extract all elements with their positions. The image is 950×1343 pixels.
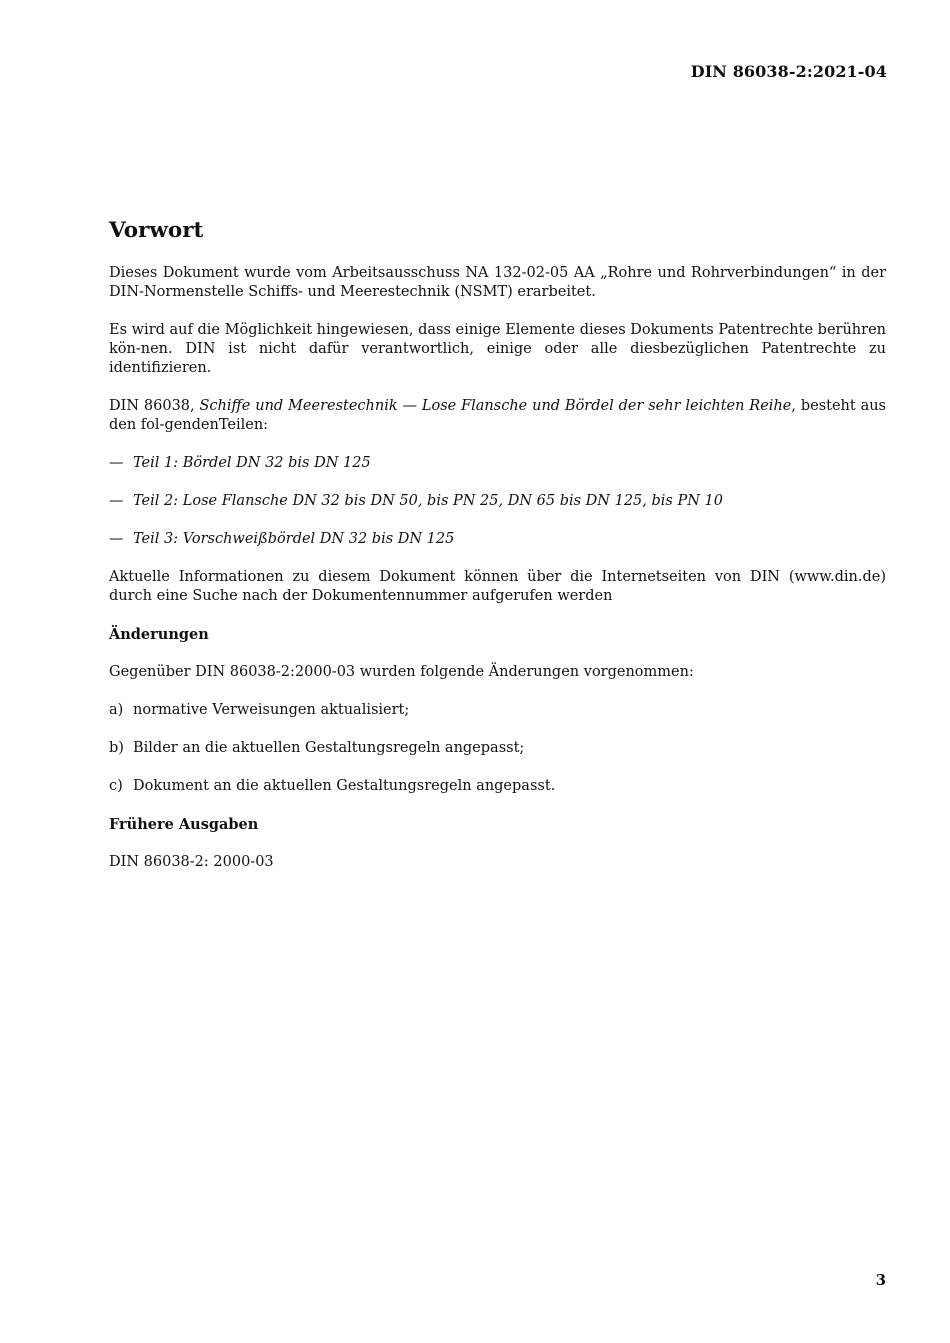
change-text: Dokument an die aktuellen Gestaltungsregeln angepasst.: [133, 778, 556, 794]
paragraph-committee: Dieses Dokument wurde vom Arbeitsausschuss NA 132-02-05 AA „Rohre und Rohrverbindungen“ in der DIN-Normenstelle Schiffs- und Meerestechnik (NSMT) erarbeitet.: [109, 265, 886, 300]
dash-marker: —: [109, 493, 124, 509]
page-title: Vorwort: [109, 218, 204, 243]
list-item: [109, 701, 886, 720]
list-item: [109, 739, 886, 758]
list-item: [109, 777, 886, 796]
paragraph-series-parts: [109, 397, 886, 435]
list-item: [109, 454, 886, 473]
change-text: Bilder an die aktuellen Gestaltungsregeln angepasst;: [133, 740, 525, 756]
list-item: [109, 492, 886, 511]
alpha-marker: c): [109, 778, 123, 794]
alpha-marker: a): [109, 702, 124, 718]
dash-marker: —: [109, 531, 124, 547]
paragraph-patent-notice: Es wird auf die Möglichkeit hingewiesen, dass einige Elemente dieses Dokuments Patentrechte berühren kön-nen. DIN ist nicht dafür verantwortlich, einige oder alle diesbezüglichen Patentrechte zu identifizieren.: [109, 322, 886, 376]
change-text: normative Verweisungen aktualisiert;: [133, 702, 410, 718]
part-title: Teil 2: Lose Flansche DN 32 bis DN 50, bis PN 25, DN 65 bis DN 125, bis PN 10: [133, 493, 723, 509]
alpha-marker: b): [109, 740, 124, 756]
document-number: DIN 86038-2:2021-04: [690, 62, 887, 81]
dash-marker: —: [109, 455, 124, 471]
foreword-section: [109, 218, 886, 891]
page-number: 3: [875, 1271, 886, 1289]
part-title: Teil 3: Vorschweißbördel DN 32 bis DN 125: [133, 531, 455, 547]
paragraph-current-info: Aktuelle Informationen zu diesem Dokument können über die Internetseiten von DIN (www.din.de) durch eine Suche nach der Dokumentennummer aufgerufen werden: [109, 569, 886, 604]
part-title: Teil 1: Bördel DN 32 bis DN 125: [133, 455, 371, 471]
series-suffix: , besteht aus den fol-gendenTeilen:: [109, 398, 886, 433]
list-item: [109, 530, 886, 549]
earlier-editions-text: DIN 86038-2: 2000-03: [109, 854, 274, 870]
series-prefix: DIN 86038,: [109, 398, 200, 414]
earlier-editions-heading: Frühere Ausgaben: [109, 816, 259, 833]
changes-heading: Änderungen: [109, 626, 209, 643]
series-title: Schiffe und Meerestechnik — Lose Flansche und Bördel der sehr leichten Reihe: [199, 398, 792, 414]
changes-intro: Gegenüber DIN 86038-2:2000-03 wurden folgende Änderungen vorgenommen:: [109, 664, 694, 680]
